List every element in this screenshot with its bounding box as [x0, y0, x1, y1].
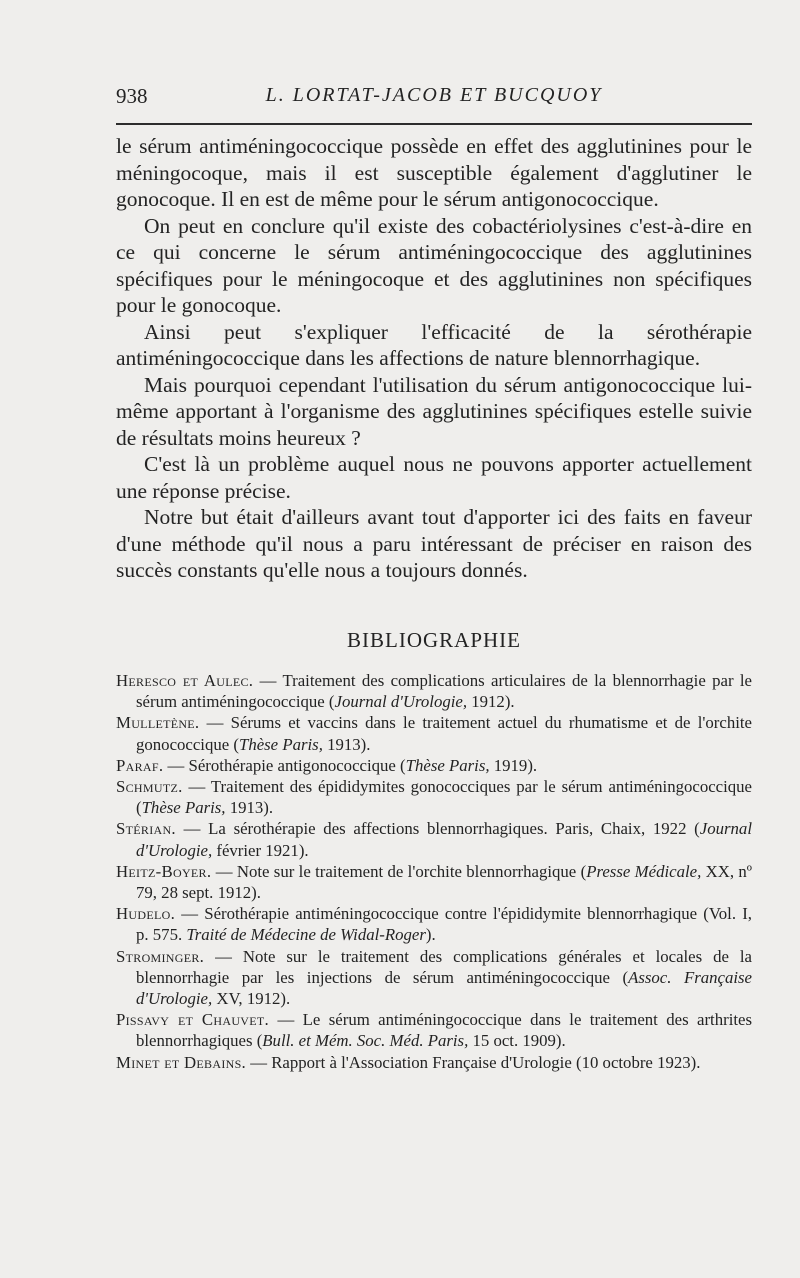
paragraph: C'est là un problème auquel nous ne pouvons apporter actuellement une réponse précise. — [116, 452, 752, 503]
entry-author: Mulletène. — [116, 713, 200, 733]
entry-author: Pissavy et Chauvet. — [116, 1010, 270, 1030]
entry-tail: 1913). — [225, 798, 274, 818]
entry-author: Minet et Debains. — [116, 1052, 247, 1072]
bibliography-entry — [116, 818, 752, 860]
entry-text: — Note sur le traitement des complications générales et locales de la blennorrhagie par les injections de sérum antiméningococcique ( — [136, 946, 752, 987]
entry-text: — Traitement des épididymites gonococciques par le sérum antiméningococcique ( — [136, 777, 752, 818]
entry-source: Traité de Médecine de Widal-Roger — [186, 925, 426, 945]
page-header — [116, 84, 752, 114]
paragraph: Notre but était d'ailleurs avant tout d'apporter ici des faits en faveur d'une méthode qu'il nous a paru intéressant de préciser en raison des succès constants qu'elle nous a toujours donnés. — [116, 505, 752, 582]
header-rule — [116, 123, 752, 125]
entry-author: Paraf. — [116, 755, 164, 775]
entry-author: Heitz-Boyer. — [116, 861, 212, 881]
bibliography-entry — [116, 861, 752, 903]
bibliography-entry — [116, 670, 752, 712]
paragraph-continuation: le sérum antiméningococcique possède en effet des agglutinines pour le méningocoque, mais il est susceptible également d'agglutiner le gonocoque. Il en est de même pour le sérum antigonococcique. — [116, 134, 752, 211]
bibliography-entry — [116, 755, 752, 776]
entry-tail: 1919). — [489, 755, 538, 775]
paragraph: On peut en conclure qu'il existe des cobactériolysines c'est-à-dire en ce qui concerne le sérum antiméningococcique des agglutinines spécifiques pour le méningocoque et des agglutinines non spécifiques pour le gonocoque. — [116, 213, 752, 317]
bibliography-entry — [116, 712, 752, 754]
entry-author: Schmutz. — [116, 777, 183, 797]
entry-source: Bull. et Mém. Soc. Méd. Paris, — [262, 1031, 469, 1051]
paragraph: Ainsi peut s'expliquer l'efficacité de la sérothérapie antiméningococcique dans les affections de nature blennorrhagique. — [116, 319, 752, 370]
entry-source: Assoc. Française d'Urologie, — [136, 967, 752, 1009]
bibliography-entry — [116, 903, 752, 945]
entry-source: Journal d'Urologie, — [334, 692, 468, 712]
entry-text: — Sérothérapie antiméningococcique contre l'épididymite blennorrhagique (Vol. I, p. 575. — [136, 904, 752, 945]
paragraph: Mais pourquoi cependant l'utilisation du sérum antigonococcique lui-même apportant à l'organisme des agglutinines spécifiques estelle suivie de résultats moins heureux ? — [116, 372, 752, 450]
body-text — [116, 133, 752, 584]
bibliography-entry — [116, 946, 752, 1010]
entry-source: Thèse Paris, — [405, 755, 490, 775]
entry-tail: XX, nº 79, 28 sept. 1912). — [136, 861, 753, 903]
bibliography-title: BIBLIOGRAPHIE — [347, 628, 521, 652]
entry-source: Thèse Paris, — [141, 798, 226, 818]
entry-tail: XV, 1912). — [212, 989, 291, 1009]
bibliography-entry — [116, 776, 752, 818]
entry-source: Presse Médicale, — [586, 861, 702, 881]
entry-text: — Sérums et vaccins dans le traitement actuel du rhumatisme et de l'orchite gonococcique ( — [136, 713, 752, 754]
entry-text: — Sérothérapie antigonococcique ( — [163, 755, 406, 775]
entry-text: — La sérothérapie des affections blennorrhagiques. Paris, Chaix, 1922 ( — [175, 819, 700, 839]
entry-tail: 1912). — [467, 692, 515, 712]
page-number: 938 — [116, 84, 148, 108]
entry-source: Thèse Paris, — [238, 734, 323, 754]
entry-source: Journal d'Urologie, — [136, 819, 752, 860]
entry-text: — Rapport à l'Association Française d'Urologie (10 octobre 1923). — [246, 1052, 701, 1072]
entry-tail: 1913). — [322, 734, 371, 754]
entry-tail: ). — [425, 925, 436, 945]
running-title: L. LORTAT-JACOB ET BUCQUOY — [265, 84, 603, 106]
entry-tail: 15 oct. 1909). — [468, 1031, 566, 1051]
entry-author: Stérian. — [116, 819, 176, 839]
entry-author: Hudelo. — [116, 904, 176, 924]
entry-text: — Traitement des complications articulaires de la blennorrhagie par le sérum antiméningococcique ( — [136, 671, 753, 712]
entry-tail: février 1921). — [212, 840, 309, 860]
entry-author: Strominger. — [116, 946, 205, 966]
entry-text: — Le sérum antiméningococcique dans le traitement des arthrites blennorrhagiques ( — [136, 1010, 753, 1051]
entry-author: Heresco et Aulec. — [116, 671, 254, 690]
bibliography-list — [116, 670, 752, 1073]
bibliography-entry — [116, 1052, 752, 1073]
entry-text: — Note sur le traitement de l'orchite blennorrhagique ( — [211, 861, 587, 881]
bibliography-entry — [116, 1009, 752, 1051]
